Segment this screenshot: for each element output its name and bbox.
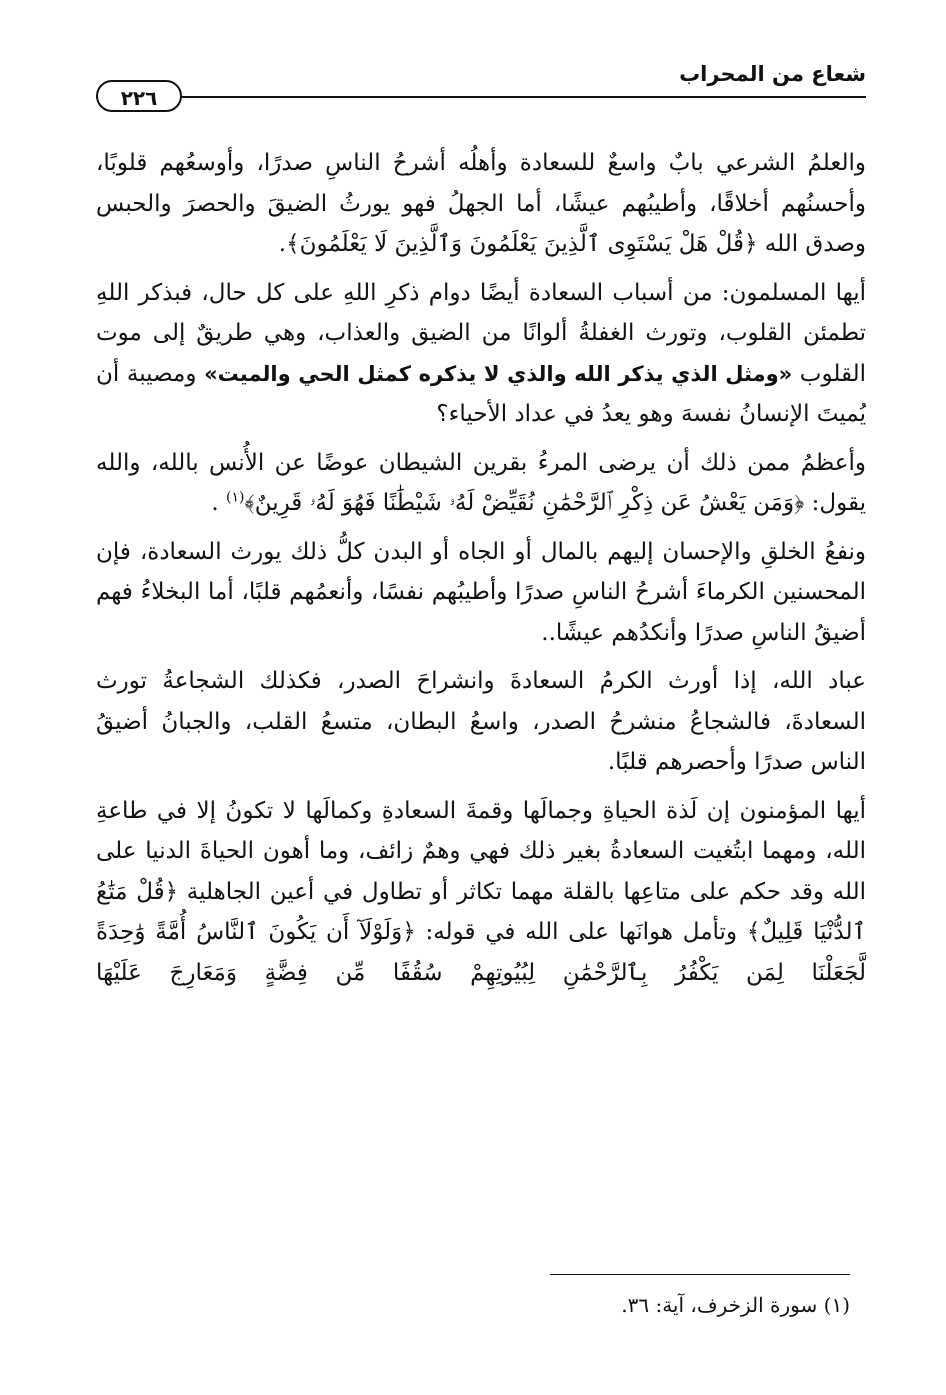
text-segment: ومصيبة أن يُميتَ الإنسانُ نفسهَ وهو يعدُ في عداد الأحياء؟ xyxy=(96,360,866,427)
header-rule xyxy=(96,96,866,98)
quran-verse: ﴿وَلَوْلَآ أَن يَكُونَ ٱلنَّاسُ أُمَّةً وَٰحِدَةً لَّجَعَلْنَا لِمَن يَكْفُرُ بِٱلرَّحْمَٰنِ لِبُيُوتِهِمْ سُقُفًا مِّن فِضَّةٍ وَمَعَارِجَ عَلَيْهَا xyxy=(96,919,866,986)
main-text xyxy=(96,143,866,1253)
text-segment: عباد الله، إذا أورث الكرمُ السعادةَ وانشراحَ الصدر، فكذلك الشجاعةُ تورث السعادةَ، فالشجاعُ منشرحُ الصدر، واسعُ البطان، متسعُ القلب، والجبانُ أضيقُ الناس صدرًا وأحصرهم قلبًا. xyxy=(96,668,866,775)
text-segment: . xyxy=(278,231,287,257)
text-segment: . xyxy=(211,490,227,516)
paragraph xyxy=(96,532,866,654)
text-segment: وتأمل هوانَها على الله في قوله: xyxy=(415,919,747,945)
paragraph xyxy=(96,143,866,265)
footnote-rule xyxy=(550,1274,850,1275)
paragraph xyxy=(96,273,866,435)
page-header xyxy=(96,56,866,116)
paragraph xyxy=(96,791,866,994)
footnote: (١) سورة الزخرف، آية: ٣٦. xyxy=(621,1293,850,1317)
paragraph xyxy=(96,443,866,524)
text-segment: أيها المؤمنون إن لَذة الحياةِ وجمالَها وقمةَ السعادةِ وكمالَها لا تكونُ إلا في طاعةِ الله، ومهما ابتُغيت السعادةُ بغير ذلك فهي وهمٌ زائف، وما أهون الحياةَ الدنيا على الله وقد حكم على متاعِها بالقلة مهما تكاثر أو تطاول في أعين الجاهلية xyxy=(96,797,866,905)
text-segment: أيها المسلمون: من أسباب السعادة أيضًا دوام ذكرِ اللهِ على كل حال، فبذكر اللهِ تطمئن القلوب، وتورث الغفلةُ ألوانًا من الضيق والعذاب، وهي طريقٌ إلى موت القلوب xyxy=(96,279,866,387)
paragraph xyxy=(96,661,866,783)
quran-verse: ﴿قُلْ مَتَٰعُ ٱلدُّنْيَا قَلِيلٌ﴾ xyxy=(96,878,866,945)
quran-verse: ﴿قُلْ هَلْ يَسْتَوِى ٱلَّذِينَ يَعْلَمُونَ وَٱلَّذِينَ لَا يَعْلَمُونَ﴾ xyxy=(286,231,758,257)
text-segment: والعلمُ الشرعي بابٌ واسعٌ للسعادة وأهلُه أشرحُ الناسِ صدرًا، وأوسعُهم قلوبًا، وأحسنُهم أخلاقًا، وأطيبُهم عيشًا، أما الجهلُ فهو يورثُ الضيقَ والحصرَ والحبس وصدق الله xyxy=(96,150,866,257)
text-segment: ونفعُ الخلقِ والإحسان إليهم بالمال أو الجاه أو البدن كلُّ ذلك يورث السعادة، فإن المحسنين الكرماءَ أشرحُ الناسِ صدرًا وأطيبُهم نفسًا، وأنعمُهم قلبًا، أما البخلاءُ فهم أضيقُ الناسِ صدرًا وأنكدُهم عيشًا.. xyxy=(96,538,866,646)
text-segment: وأعظمُ ممن ذلك أن يرضى المرءُ بقرين الشيطان عوضًا عن الأُنس بالله، والله يقول: xyxy=(96,449,866,516)
quran-verse: ﴿وَمَن يَعْشُ عَن ذِكْرِ ٱلرَّحْمَٰنِ نُقَيِّضْ لَهُۥ شَيْطَٰنًا فَهُوَ لَهُۥ قَرِينٌ﴾ xyxy=(244,490,805,516)
running-title: شعاع من المحراب xyxy=(679,62,866,86)
hadith-quote: «ومثل الذي يذكر الله والذي لا يذكره كمثل الحي والميت» xyxy=(204,361,793,386)
footnote-marker: (١) xyxy=(226,489,245,506)
page-number: ٢٢٦ xyxy=(96,80,182,112)
